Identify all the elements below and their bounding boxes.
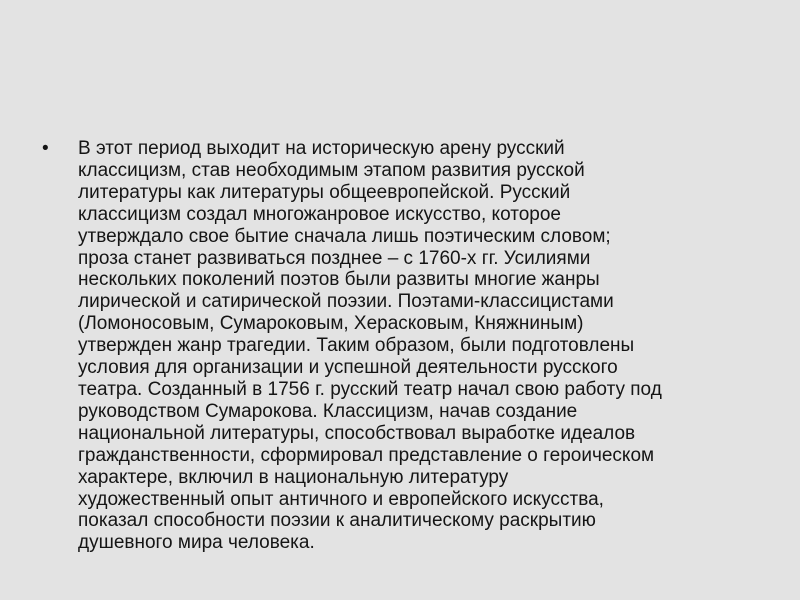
text-line: характере, включил в национальную литературу [78, 466, 509, 488]
text-line: показал способности поэзии к аналитическому раскрытию [78, 510, 596, 532]
bullet-marker: • [42, 138, 49, 159]
text-line: утверждало свое бытие сначала лишь поэтическим словом; [78, 225, 611, 247]
text-line: классицизм, став необходимым этапом развития русской [78, 159, 585, 181]
bullet-item [40, 138, 760, 554]
text-line: литературы как литературы общеевропейской. Русский [78, 181, 571, 203]
text-line: В этот период выходит на историческую арену русский [78, 138, 565, 159]
text-line: лирической и сатирической поэзии. Поэтами-классицистами [78, 291, 614, 313]
text-line: классицизм создал многожанровое искусство, которое [78, 203, 561, 225]
text-line: театра. Созданный в 1756 г. русский театр начал свою работу под [78, 378, 662, 400]
text-line: гражданственности, сформировал представление о героическом [78, 444, 655, 466]
text-line: нескольких поколений поэтов были развиты многие жанры [78, 269, 600, 291]
text-line: проза станет развиваться позднее – с 1760-х гг. Усилиями [78, 247, 591, 269]
text-line: руководством Сумарокова. Классицизм, начав создание [78, 400, 578, 422]
text-line: утвержден жанр трагедии. Таким образом, были подготовлены [78, 335, 635, 357]
text-line: художественный опыт античного и европейского искусства, [78, 488, 604, 510]
text-line: условия для организации и успешной деятельности русского [78, 357, 618, 379]
text-line: душевного мира человека. [78, 532, 315, 554]
bullet-list [40, 138, 760, 554]
text-line: национальной литературы, способствовал выработке идеалов [78, 422, 636, 444]
text-line: (Ломоносовым, Сумароковым, Херасковым, Княжниным) [78, 313, 584, 335]
